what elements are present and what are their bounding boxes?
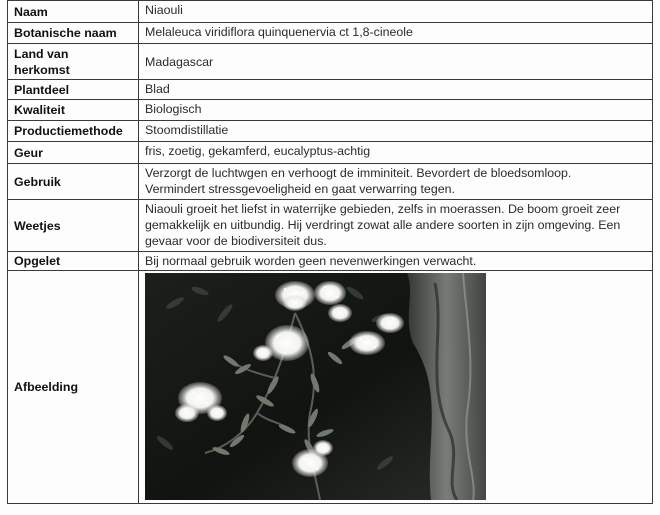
value-geur: fris, zoetig, gekamferd, eucalyptus-achtig: [139, 142, 653, 164]
row-naam: [8, 1, 653, 23]
row-opgelet: [8, 252, 653, 271]
niaouli-photo: [145, 273, 486, 500]
label-land-line1: Land van: [14, 46, 69, 61]
label-afbeelding: Afbeelding: [8, 271, 139, 504]
row-botanische-naam: [8, 23, 653, 44]
label-geur: Geur: [8, 142, 139, 164]
value-weetjes: [139, 200, 653, 252]
label-kwaliteit: Kwaliteit: [8, 100, 139, 121]
weetjes-line3: gevaar voor de biodiversiteit dus.: [145, 234, 327, 248]
value-afbeelding: [139, 271, 653, 504]
value-naam: Niaouli: [139, 1, 653, 23]
row-geur: [8, 142, 653, 164]
value-plantdeel: Blad: [139, 80, 653, 100]
row-land-van-herkomst: [8, 44, 653, 80]
value-land-van-herkomst: Madagascar: [139, 44, 653, 80]
weetjes-line2: gemakkelijk en uitbundig. Hij verdringt zowat alle andere soorten in zijn omgeving. Een: [145, 218, 621, 232]
value-gebruik: [139, 164, 653, 200]
label-naam: Naam: [8, 1, 139, 23]
gebruik-line1: Verzorgt de luchtwgen en verhoogt de imminiteit. Bevordert de bloedsomloop.: [145, 166, 572, 180]
value-opgelet: Bij normaal gebruik worden geen nevenwerkingen verwacht.: [139, 252, 653, 271]
label-productiemethode: Productiemethode: [8, 121, 139, 142]
label-opgelet: Opgelet: [8, 252, 139, 271]
value-kwaliteit: Biologisch: [139, 100, 653, 121]
value-botanische-naam: Melaleuca viridiflora quinquenervia ct 1,8-cineole: [139, 23, 653, 44]
weetjes-line1: Niaouli groeit het liefst in waterrijke gebieden, zelfs in moerassen. De boom groeit zeer: [145, 202, 621, 216]
label-botanische-naam: Botanische naam: [8, 23, 139, 44]
row-gebruik: [8, 164, 653, 200]
label-weetjes: Weetjes: [8, 200, 139, 252]
row-weetjes: [8, 200, 653, 252]
row-kwaliteit: [8, 100, 653, 121]
row-afbeelding: [8, 271, 653, 504]
row-plantdeel: [8, 80, 653, 100]
label-land-van-herkomst: [8, 44, 139, 80]
row-productiemethode: [8, 121, 653, 142]
label-plantdeel: Plantdeel: [8, 80, 139, 100]
label-land-line2: herkomst: [14, 62, 70, 77]
property-table: [7, 0, 653, 504]
gebruik-line2: Vermindert stressgevoeligheid en gaat verwarring tegen.: [145, 182, 455, 196]
value-productiemethode: Stoomdistillatie: [139, 121, 653, 142]
label-gebruik: Gebruik: [8, 164, 139, 200]
